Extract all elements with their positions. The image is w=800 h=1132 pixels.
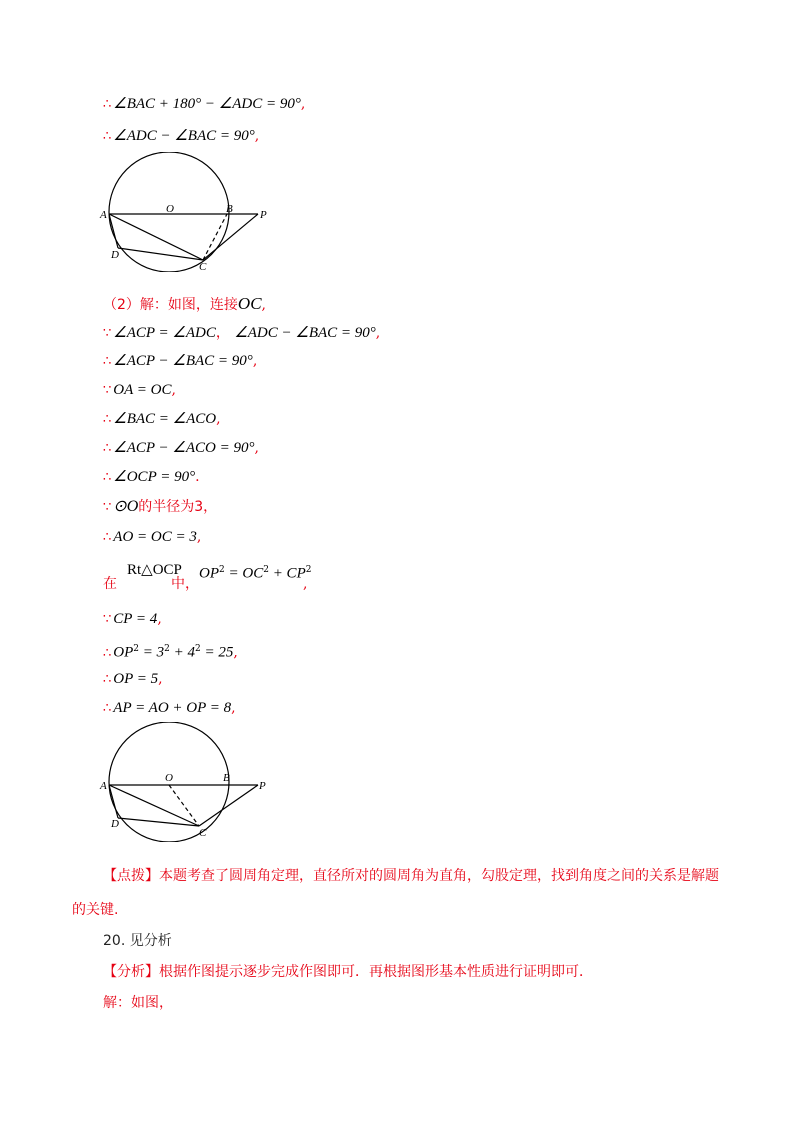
punctuation: , (233, 644, 238, 661)
punctuation: , (157, 611, 162, 627)
comment-line-2 (72, 900, 118, 920)
punctuation: , (252, 353, 258, 369)
math-expression: OP (113, 644, 134, 661)
radius-line (103, 497, 217, 518)
punctuation: . (195, 469, 200, 485)
step-line (103, 409, 221, 430)
step-line (103, 126, 259, 147)
math-expression: = 3 (139, 644, 165, 661)
math-expression: OA = OC (113, 382, 172, 398)
exponent: 2 (195, 644, 201, 654)
step-line (103, 351, 257, 372)
label-P: P (259, 780, 266, 792)
punctuation: , (158, 671, 163, 687)
math-expression: AP = AO + OP = 8 (113, 700, 232, 716)
math-expression: ∠ACP − ∠ACO = 90° (113, 440, 255, 456)
label-C: C (199, 827, 207, 839)
step-line (103, 380, 176, 401)
question-20 (103, 931, 172, 951)
label-A: A (100, 780, 107, 792)
pythagoras-equation (199, 560, 311, 584)
because-symbol: ∵ (103, 326, 112, 341)
math-expression: ∠OCP = 90° (113, 469, 196, 485)
punctuation: , (300, 96, 306, 112)
therefore-symbol: ∴ (103, 441, 112, 456)
punctuation: , (303, 576, 308, 592)
math-expression: OP (199, 565, 219, 582)
step-line (103, 609, 162, 630)
punctuation: , (254, 128, 260, 144)
step-line (103, 94, 305, 115)
because-symbol: ∵ (103, 500, 112, 515)
because-symbol: ∵ (103, 383, 112, 398)
solution-line (103, 993, 173, 1013)
question-number: 20. (103, 933, 126, 949)
math-expression: = 25 (200, 644, 234, 661)
punctuation: ， (215, 325, 230, 341)
therefore-symbol: ∴ (103, 645, 112, 661)
therefore-symbol: ∴ (103, 97, 112, 112)
analysis-text: 根据作图提示逐步完成作图即可．再根据图形基本性质进行证明即可． (159, 964, 593, 980)
therefore-symbol: ∴ (103, 530, 112, 545)
math-expression: CP = 4 (113, 611, 158, 627)
math-expression: ∠BAC + 180° − ∠ADC = 90° (113, 96, 301, 112)
radius-text: 的半径为3， (138, 499, 218, 515)
punctuation: , (375, 325, 381, 341)
step-line (103, 527, 201, 548)
math-expression: ∠ADC − ∠BAC = 90° (234, 325, 376, 341)
label-D: D (111, 818, 119, 830)
math-expression: = OC (224, 565, 264, 582)
punctuation: , (261, 297, 266, 313)
math-expression: ∠ADC − ∠BAC = 90° (113, 128, 255, 144)
label-O: O (165, 772, 173, 784)
rt-pre: 在 (103, 576, 117, 592)
step-line (103, 639, 238, 664)
math-expression: AO = OC = 3 (113, 529, 197, 545)
therefore-symbol: ∴ (103, 354, 112, 369)
punctuation: , (196, 529, 202, 545)
exponent: 2 (219, 565, 225, 575)
math-expression: OC (237, 294, 262, 313)
step-line (103, 323, 380, 344)
analysis-line (103, 962, 593, 982)
solution-text: 解：如图， (103, 995, 173, 1011)
therefore-symbol: ∴ (103, 412, 112, 427)
label-B: B (223, 772, 230, 784)
therefore-symbol: ∴ (103, 701, 112, 716)
label-P: P (260, 209, 267, 221)
label-B: B (226, 203, 233, 215)
exponent: 2 (263, 565, 269, 575)
label-A: A (100, 209, 107, 221)
label-D: D (111, 249, 119, 261)
step-line (103, 438, 259, 459)
label-O: O (166, 203, 174, 215)
step-line (103, 467, 200, 488)
circle-figure-1 (96, 152, 286, 272)
math-expression: ⊙O (113, 498, 139, 515)
therefore-symbol: ∴ (103, 129, 112, 144)
exponent: 2 (305, 565, 312, 575)
punctuation: , (254, 440, 259, 456)
math-expression: ∠ACP = ∠ADC (113, 325, 216, 341)
punctuation: , (171, 382, 176, 398)
comment-text: 的关键. (72, 902, 119, 918)
label-C: C (199, 261, 207, 272)
comment-line-1 (103, 866, 719, 886)
step-line (103, 669, 163, 690)
question-text: 见分析 (129, 933, 172, 949)
therefore-symbol: ∴ (103, 470, 112, 485)
punctuation: , (216, 411, 221, 427)
exponent: 2 (133, 644, 140, 654)
rt-mid: 中， (171, 576, 199, 592)
math-expression: + CP (268, 565, 306, 582)
step-line (103, 698, 236, 719)
math-expression: ∠BAC = ∠ACO (113, 411, 217, 427)
part2-line (103, 294, 266, 315)
circle-figure-2 (96, 722, 286, 842)
punctuation: , (231, 700, 236, 716)
analysis-label: 【分析】 (103, 964, 159, 980)
because-symbol: ∵ (103, 612, 112, 627)
comment-label: 【点拨】 (103, 868, 159, 884)
math-expression: OP = 5 (113, 671, 159, 687)
comment-text: 本题考查了圆周角定理，直径所对的圆周角为直角，勾股定理，找到角度之间的关系是解题 (159, 868, 719, 884)
part2-text: （2）解：如图，连接 (103, 297, 238, 313)
exponent: 2 (164, 644, 170, 654)
math-expression: ∠ACP − ∠BAC = 90° (113, 353, 253, 369)
math-expression: + 4 (169, 644, 195, 661)
therefore-symbol: ∴ (103, 672, 112, 687)
rt-label: Rt△OCP (127, 562, 182, 578)
